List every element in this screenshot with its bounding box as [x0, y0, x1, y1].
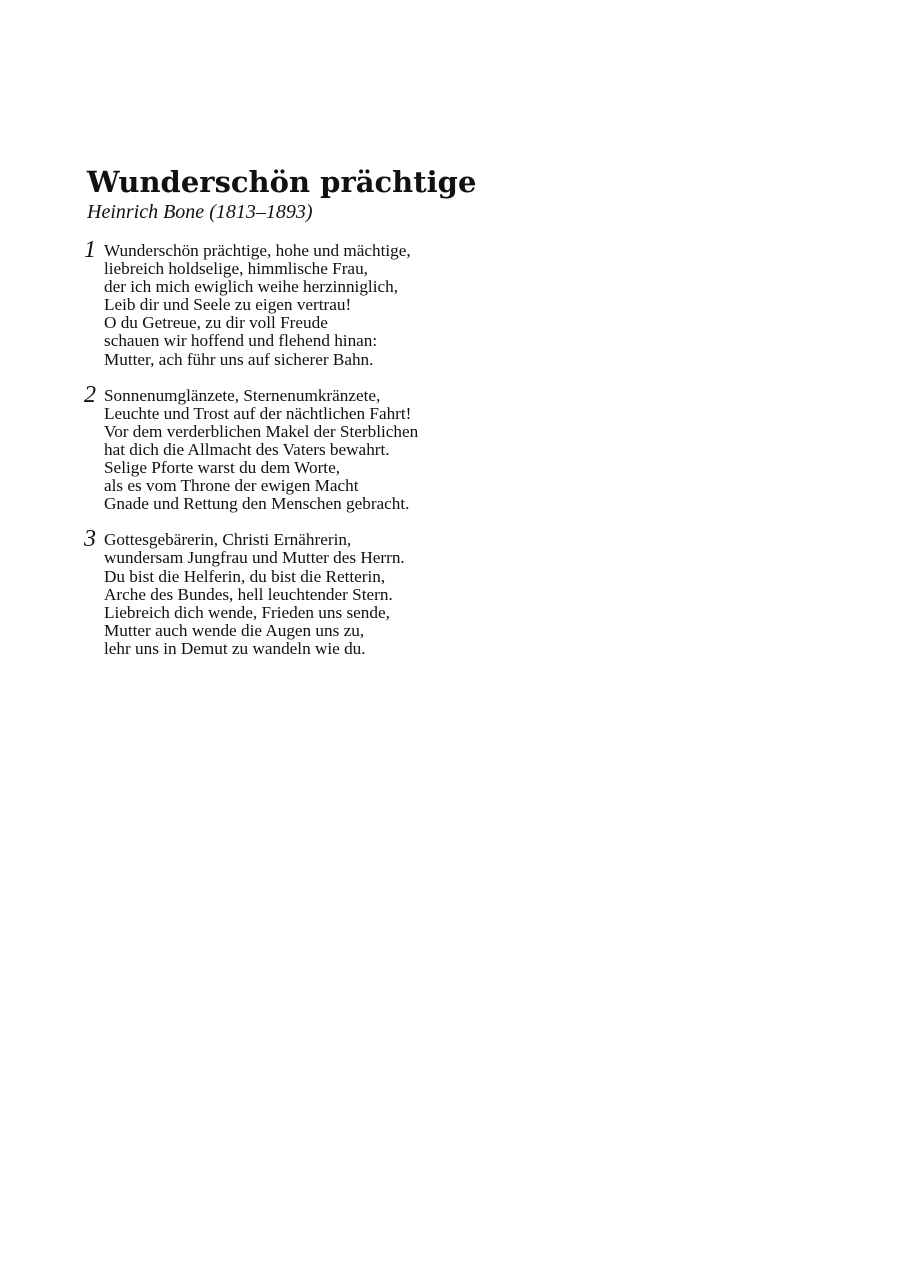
verse-line: Du bist die Helferin, du bist die Retterin,	[104, 566, 386, 586]
stanza-lines	[104, 387, 507, 514]
verse-line: als es vom Throne der ewigen Macht	[104, 476, 359, 496]
verse-line: Mutter, ach führ uns auf sicherer Bahn.	[104, 349, 374, 369]
verse-line: Arche des Bundes, hell leuchtender Stern.	[104, 584, 393, 604]
verse-line: lehr uns in Demut zu wandeln wie du.	[104, 638, 366, 658]
verse-line: Selige Pforte warst du dem Worte,	[104, 458, 341, 478]
verse-line: Liebreich dich wende, Frieden uns sende,	[104, 602, 390, 622]
verse-line: schauen wir hoffend und flehend hinan:	[104, 331, 378, 351]
verse-line: Vor dem verderblichen Makel der Sterblichen	[104, 421, 419, 441]
verse-line: Gottesgebärerin, Christi Ernährerin,	[104, 530, 352, 550]
verse-line: wundersam Jungfrau und Mutter des Herrn.	[104, 548, 405, 568]
stanza-3	[84, 526, 507, 658]
hymn-title: Wunderschön prächtige	[87, 165, 477, 199]
verse-line: Gnade und Rettung den Menschen gebracht.	[104, 494, 410, 514]
verse-line: Leib dir und Seele zu eigen vertrau!	[104, 295, 352, 315]
stanza-1	[84, 237, 507, 369]
verse-line: der ich mich ewiglich weihe herzinniglich,	[104, 277, 398, 297]
verse-line: O du Getreue, zu dir voll Freude	[104, 313, 328, 333]
verse-line: Sonnenumglänzete, Sternenumkränzete,	[104, 385, 381, 405]
verse-line: liebreich holdselige, himmlische Frau,	[104, 259, 368, 279]
verse-line: Leuchte und Trost auf der nächtlichen Fahrt!	[104, 403, 412, 423]
stanza-number: 1	[84, 237, 96, 263]
verse-line: hat dich die Allmacht des Vaters bewahrt.	[104, 439, 390, 459]
stanza-lines	[104, 531, 507, 658]
stanza-number: 2	[84, 381, 96, 408]
verse-line: Mutter auch wende die Augen uns zu,	[104, 620, 365, 640]
stanza-lines	[104, 242, 507, 369]
stanza-number: 3	[84, 526, 96, 553]
verse-line: Wunderschön prächtige, hohe und mächtige,	[104, 241, 411, 260]
hymn	[84, 164, 507, 676]
stanza-2	[84, 381, 507, 514]
hymn-author: Heinrich Bone (1813–1893)	[87, 201, 313, 223]
